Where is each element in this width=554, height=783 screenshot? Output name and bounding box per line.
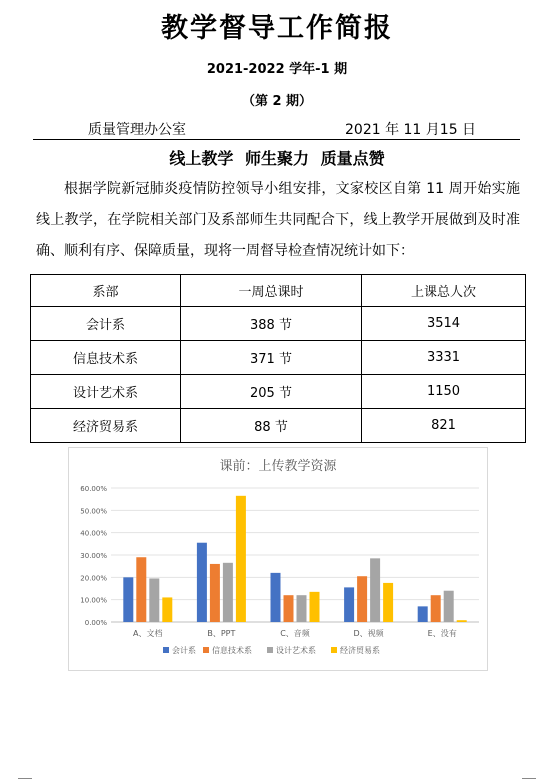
table-cell: 388 节 xyxy=(181,307,362,341)
bar xyxy=(136,557,146,622)
legend-label: 经济贸易系 xyxy=(340,646,380,655)
table-cell: 设计艺术系 xyxy=(31,375,181,409)
academic-term: 2021-2022 学年-1 期 xyxy=(206,62,348,77)
legend-swatch xyxy=(163,647,169,653)
legend-label: 设计艺术系 xyxy=(276,646,316,655)
legend-swatch xyxy=(267,647,273,653)
table-cell: 371 节 xyxy=(181,341,362,375)
header-divider xyxy=(33,139,520,140)
y-tick-label: 50.00% xyxy=(80,507,107,516)
y-tick-label: 30.00% xyxy=(80,552,107,560)
bar xyxy=(418,606,428,622)
y-tick-label: 40.00% xyxy=(80,529,107,538)
legend-swatch xyxy=(331,647,337,653)
table-row xyxy=(31,307,526,341)
x-tick-label: E、没有 xyxy=(427,629,457,638)
bar xyxy=(149,578,159,622)
report-title: 教学督导工作简报 xyxy=(161,13,393,44)
bar xyxy=(357,576,367,622)
table-cell: 821 xyxy=(362,409,526,443)
table-cell: 信息技术系 xyxy=(31,341,181,375)
bar xyxy=(370,558,380,622)
weekly-stats-table xyxy=(30,274,526,443)
table-row xyxy=(31,375,526,409)
article-paragraph: 根据学院新冠肺炎疫情防控领导小组安排，文家校区自第 11 周开始实施线上教学，在学院相关部门及系部师生共同配合下，线上教学开展做到及时准确、顺利有序、保障质量，现将一周督导检查情况统计如下： xyxy=(36,181,520,259)
bar xyxy=(197,543,207,622)
legend-label: 会计系 xyxy=(172,646,196,655)
bar xyxy=(271,573,281,622)
x-tick-label: A、文档 xyxy=(133,629,163,638)
table-cell: 88 节 xyxy=(181,409,362,443)
chart-title: 课前：上传教学资源 xyxy=(219,459,337,474)
table-row xyxy=(31,341,526,375)
bar xyxy=(210,564,220,622)
y-tick-label: 20.00% xyxy=(80,574,107,583)
bar xyxy=(223,563,233,622)
y-tick-label: 60.00% xyxy=(80,485,107,493)
table-header-row xyxy=(31,275,526,307)
table-cell: 205 节 xyxy=(181,375,362,409)
table-cell: 3331 xyxy=(362,341,526,375)
page-corner-mark xyxy=(18,778,32,779)
issue-number: （第 2 期） xyxy=(241,94,313,109)
x-tick-label: C、音频 xyxy=(280,629,310,638)
article-headline: 线上教学 师生聚力 质量点赞 xyxy=(169,149,385,168)
resource-chart xyxy=(68,447,488,671)
page-corner-mark xyxy=(522,778,536,779)
legend-label: 信息技术系 xyxy=(212,646,252,655)
table-cell: 1150 xyxy=(362,375,526,409)
y-tick-label: 10.00% xyxy=(80,596,107,605)
bar xyxy=(457,620,467,622)
bar-chart-svg xyxy=(69,448,487,670)
table-cell: 会计系 xyxy=(31,307,181,341)
table-row xyxy=(31,409,526,443)
office-name: 质量管理办公室 xyxy=(88,122,186,138)
table-cell: 经济贸易系 xyxy=(31,409,181,443)
y-tick-label: 0.00% xyxy=(84,619,107,627)
bar xyxy=(310,592,320,622)
bar xyxy=(162,597,172,622)
report-date: 2021 年 11 月15 日 xyxy=(345,122,477,138)
bar xyxy=(431,595,441,622)
bar xyxy=(123,577,133,622)
bar xyxy=(284,595,294,622)
table-header-cell: 一周总课时 xyxy=(181,275,362,307)
x-tick-label: B、PPT xyxy=(207,629,236,638)
bar xyxy=(344,587,354,622)
bar xyxy=(444,591,454,622)
bar xyxy=(383,583,393,622)
table-header-cell: 系部 xyxy=(31,275,181,307)
table-header-cell: 上课总人次 xyxy=(362,275,526,307)
legend-swatch xyxy=(203,647,209,653)
x-tick-label: D、视频 xyxy=(353,629,384,638)
table-cell: 3514 xyxy=(362,307,526,341)
bar xyxy=(297,595,307,622)
bar xyxy=(236,496,246,622)
